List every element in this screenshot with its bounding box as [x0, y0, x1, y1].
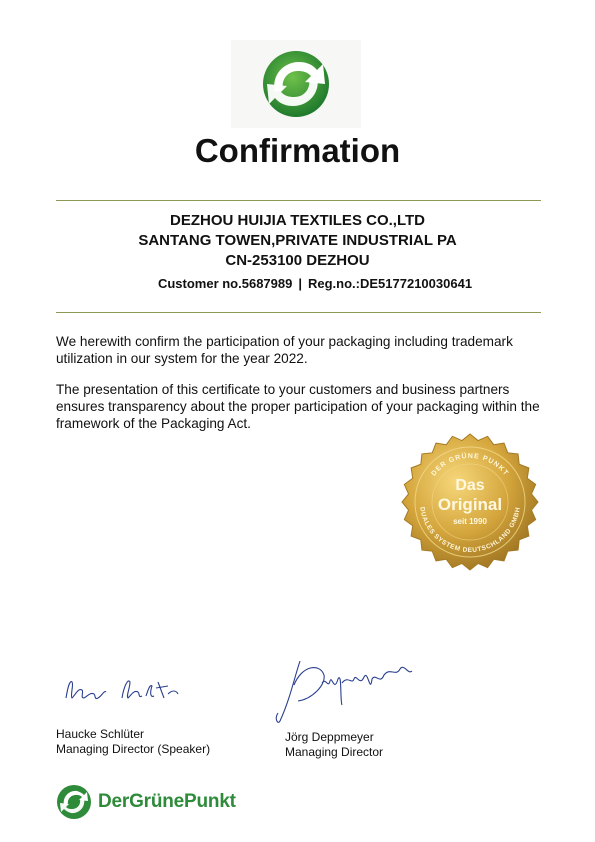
company-name: DEZHOU HUIJIA TEXTILES CO.,LTD	[169, 212, 425, 229]
divider-top	[56, 200, 541, 201]
top-logo	[231, 40, 361, 128]
confirmation-paragraph: We herewith confirm the participation of your packaging including trademark utilization in our system for the year 2022.	[56, 334, 513, 366]
signatory-1-role: Managing Director (Speaker)	[56, 742, 211, 756]
seal-top-arc: DER GRÜNE PUNKT	[430, 452, 510, 478]
seal-bottom-arc: DUALES SYSTEM DEUTSCHLAND GMBH	[418, 506, 522, 554]
seal-word-original: Original	[437, 495, 503, 514]
brand-name: DerGrünePunkt	[98, 791, 236, 812]
signatory-2-role: Managing Director	[285, 745, 384, 759]
seal-word-das: Das	[455, 477, 485, 494]
company-block	[0, 211, 595, 271]
customer-number: Customer no.5687989	[157, 276, 293, 291]
footer-brand	[56, 783, 236, 821]
green-dot-arrows-icon	[231, 40, 361, 128]
transparency-paragraph: The presentation of this certificate to your customers and business partners ensures transparency about the proper participation of your packaging within the framework of the Packaging Act.	[56, 382, 540, 431]
seal-since: seit 1990	[453, 517, 487, 526]
green-dot-icon	[56, 784, 92, 820]
signatory-1	[56, 727, 210, 757]
signatory-2	[285, 730, 383, 760]
company-city: CN-253100 DEZHOU	[225, 252, 370, 269]
signatory-2-name: Jörg Deppmeyer	[285, 730, 374, 744]
page-title: Confirmation	[194, 132, 401, 169]
id-separator: |	[298, 276, 302, 291]
divider-bottom	[56, 312, 541, 313]
id-line	[0, 276, 595, 291]
signature-haucke-schlueter	[60, 672, 190, 708]
company-address: SANTANG TOWEN,PRIVATE INDUSTRIAL PA	[138, 232, 457, 249]
signature-joerg-deppmeyer	[272, 655, 422, 727]
gold-seal-icon	[400, 432, 540, 572]
registration-number: Reg.no.:DE5177210030641	[308, 276, 473, 291]
signatory-1-name: Haucke Schlüter	[56, 727, 145, 741]
